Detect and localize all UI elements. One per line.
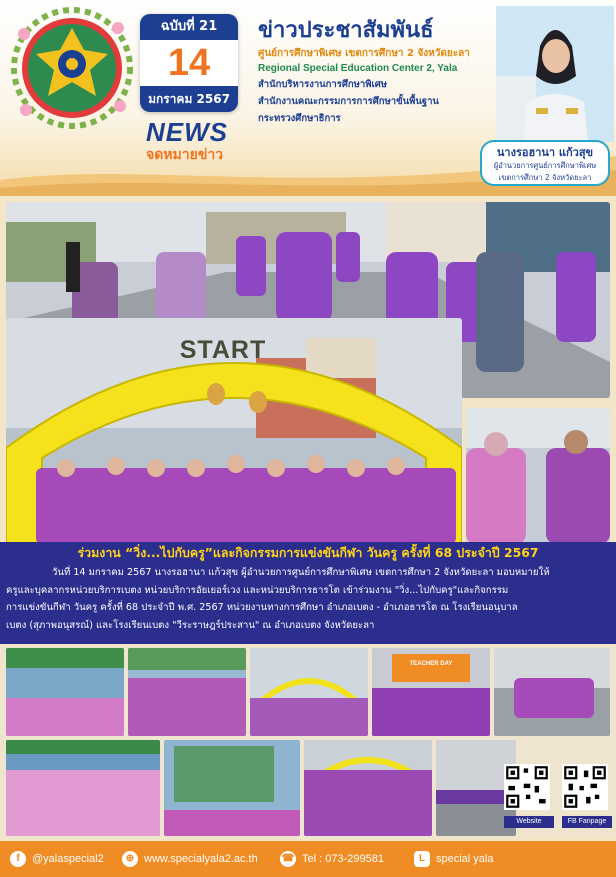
director-portrait	[496, 6, 614, 142]
article-line-2: ครูและบุคลากรหน่วยบริการเบตง หน่วยบริการอัยเยอร์เวง และหน่วยบริการธารโต เข้าร่วมงาน "วิ่ง...ไปกับครู"และกิจกรรม	[6, 584, 509, 596]
start-banner-text: START	[179, 336, 267, 364]
footer-facebook-text: @yalaspecial2	[32, 853, 104, 865]
org-thai: ศูนย์การศึกษาพิเศษ เขตการศึกษา 2 จังหวัดยะลา	[258, 48, 470, 59]
article-line-1: วันที่ 14 มกราคม 2567 นางรอฮานา แก้วสุข ผู้อำนวยการศูนย์การศึกษาพิเศษ เขตการศึกษา 2 จังหวัดยะลา มอบหมายให้	[52, 567, 550, 578]
qr-website[interactable]	[504, 764, 554, 828]
news-word: NEWS	[146, 117, 228, 147]
page-title: ข่าวประชาสัมพันธ์	[258, 18, 434, 43]
qr-code-website-icon	[504, 764, 550, 810]
qr-code-fb-icon	[562, 764, 608, 810]
footer-phone-text: Tel : 073-299581	[302, 853, 384, 865]
footer-website[interactable]	[122, 849, 258, 869]
org-eng: Regional Special Education Center 2, Yala	[258, 63, 458, 74]
gallery-photo-3	[250, 648, 368, 736]
issue-card	[140, 14, 238, 112]
issue-number: ฉบับที่ 21	[140, 14, 238, 40]
director-name: นางรอฮานา แก้วสุข	[496, 146, 594, 159]
org-line-3: กระทรวงศึกษาธิการ	[258, 113, 341, 124]
gallery-photo-2	[128, 648, 246, 736]
gallery-photo-5	[494, 648, 610, 736]
line-icon: L	[414, 851, 430, 867]
gallery-photo-6	[6, 740, 160, 836]
article-line-3: การแข่งขันกีฬา วันครู ครั้งที่ 68 ประจำปี พ.ศ. 2567 หน่วยงานทางการศึกษา อำเภอเบตง - อำเภอธารโต ณ โรงเรียนอนุบาล	[6, 602, 518, 613]
org-line-2: สำนักงานคณะกรรมการการศึกษาขั้นพื้นฐาน	[258, 96, 439, 107]
article-headline: ร่วมงาน “วิ่ง...ไปกับครู”และกิจกรรมการแข่งขันกีฬา วันครู ครั้งที่ 68 ประจำปี 2567	[77, 545, 539, 560]
footer	[0, 841, 616, 877]
photo-gallery	[0, 646, 616, 838]
footer-phone[interactable]	[280, 849, 384, 869]
photo-handshake	[466, 408, 610, 544]
director-role-1: ผู้อำนวยการศูนย์การศึกษาพิเศษ	[493, 161, 597, 170]
gallery-sign-text: TEACHER DAY	[409, 661, 453, 667]
footer-facebook[interactable]	[10, 849, 104, 869]
news-sub: จดหมายข่าว	[146, 147, 224, 163]
footer-website-text: www.specialyala2.ac.th	[144, 853, 258, 865]
header	[0, 0, 616, 196]
org-line-1: สำนักบริหารงานการศึกษาพิเศษ	[258, 79, 388, 90]
footer-line[interactable]	[414, 849, 493, 869]
qr-fb-label: FB Fanpage	[562, 816, 612, 828]
qr-website-label: Website	[504, 816, 554, 828]
phone-icon: ☎	[280, 851, 296, 867]
gallery-photo-1	[6, 648, 124, 736]
globe-icon: ⊕	[122, 851, 138, 867]
facebook-icon: f	[10, 851, 26, 867]
director-role-2: เขตการศึกษา 2 จังหวัดยะลา	[498, 173, 592, 182]
article-line-4: เบตง (สุภาพอนุสรณ์) และโรงเรียนเบตง "วีระราษฎร์ประสาน" ณ อำเภอเบตง จังหวัดยะลา	[6, 619, 375, 631]
title-block	[258, 16, 498, 127]
article	[0, 542, 616, 644]
issue-month-year: มกราคม 2567	[140, 86, 238, 112]
gallery-photo-7	[164, 740, 300, 836]
school-logo-icon	[10, 6, 134, 130]
director-card	[480, 140, 610, 186]
gallery-photo-8	[304, 740, 432, 836]
news-badge	[146, 118, 228, 164]
issue-day: 14	[167, 42, 211, 84]
qr-fb[interactable]	[562, 764, 612, 828]
footer-line-text: special yala	[436, 853, 494, 865]
